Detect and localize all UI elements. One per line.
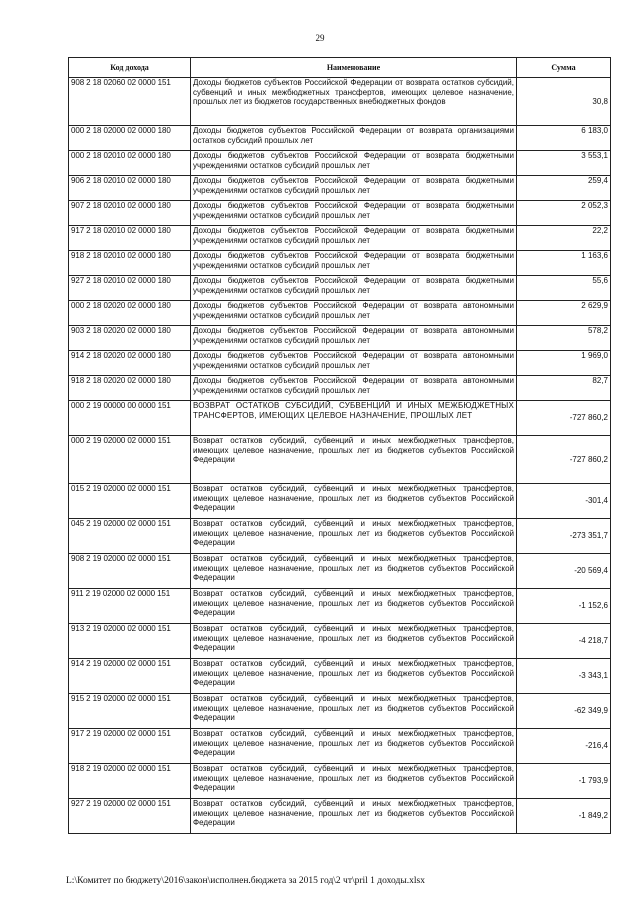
row-sum: -3 343,1 <box>517 659 611 694</box>
table-row <box>69 799 611 834</box>
table-row <box>69 764 611 799</box>
table-row <box>69 176 611 201</box>
row-sum: -727 860,2 <box>517 436 611 484</box>
table-row <box>69 376 611 401</box>
table-row <box>69 301 611 326</box>
row-sum: -62 349,9 <box>517 694 611 729</box>
row-sum: 2 052,3 <box>517 201 611 226</box>
row-code: 927 2 18 02010 02 0000 180 <box>69 276 191 301</box>
row-code: 000 2 18 02020 02 0000 180 <box>69 301 191 326</box>
row-name: Доходы бюджетов субъектов Российской Федерации от возврата бюджетными учреждениями остатков субсидий прошлых лет <box>191 276 517 301</box>
table-row <box>69 276 611 301</box>
row-sum: -216,4 <box>517 729 611 764</box>
row-code: 918 2 18 02020 02 0000 180 <box>69 376 191 401</box>
header-name: Наименование <box>191 58 517 78</box>
row-name: Доходы бюджетов субъектов Российской Федерации от возврата бюджетными учреждениями остатков субсидий прошлых лет <box>191 151 517 176</box>
table-row <box>69 624 611 659</box>
row-name: Возврат остатков субсидий, субвенций и иных межбюджетных трансфертов, имеющих целевое назначение, прошлых лет из бюджетов субъектов Российской Федерации <box>191 554 517 589</box>
row-name: Доходы бюджетов субъектов Российской Федерации от возврата бюджетными учреждениями остатков субсидий прошлых лет <box>191 251 517 276</box>
row-code: 015 2 19 02000 02 0000 151 <box>69 484 191 519</box>
row-code: 908 2 18 02060 02 0000 151 <box>69 78 191 126</box>
table-row <box>69 659 611 694</box>
row-name: Возврат остатков субсидий, субвенций и иных межбюджетных трансфертов, имеющих целевое назначение, прошлых лет из бюджетов субъектов Российской Федерации <box>191 799 517 834</box>
row-code: 927 2 19 02000 02 0000 151 <box>69 799 191 834</box>
row-sum: -1 152,6 <box>517 589 611 624</box>
table-row <box>69 554 611 589</box>
row-sum: -20 569,4 <box>517 554 611 589</box>
table-row <box>69 326 611 351</box>
row-name: Доходы бюджетов субъектов Российской Федерации от возврата бюджетными учреждениями остатков субсидий прошлых лет <box>191 201 517 226</box>
row-name: Доходы бюджетов субъектов Российской Федерации от возврата автономными учреждениями остатков субсидий прошлых лет <box>191 376 517 401</box>
row-code: 000 2 18 02000 02 0000 180 <box>69 126 191 151</box>
row-sum: -727 860,2 <box>517 401 611 436</box>
row-name: Возврат остатков субсидий, субвенций и иных межбюджетных трансфертов, имеющих целевое назначение, прошлых лет из бюджетов субъектов Российской Федерации <box>191 729 517 764</box>
row-sum: -4 218,7 <box>517 624 611 659</box>
table-row <box>69 201 611 226</box>
file-path-footer: L:\Комитет по бюджету\2016\закон\исполнен.бюджета за 2015 год\2 чт\pril 1 доходы.xlsx <box>66 876 425 886</box>
row-code: 903 2 18 02020 02 0000 180 <box>69 326 191 351</box>
page-number: 29 <box>315 33 325 43</box>
table-row <box>69 484 611 519</box>
table-row <box>69 78 611 126</box>
revenue-table <box>68 57 611 834</box>
row-code: 045 2 19 02000 02 0000 151 <box>69 519 191 554</box>
table-row <box>69 729 611 764</box>
table-row <box>69 351 611 376</box>
row-code: 914 2 19 02000 02 0000 151 <box>69 659 191 694</box>
table-row <box>69 126 611 151</box>
header-sum: Сумма <box>517 58 611 78</box>
row-sum: -1 849,2 <box>517 799 611 834</box>
row-name: Доходы бюджетов субъектов Российской Федерации от возврата остатков субсидий, субвенций и иных межбюджетных трансфертов, имеющих целевое назначение, прошлых лет из бюджетов государственных внебюджетных фондов <box>191 78 517 126</box>
table-row <box>69 251 611 276</box>
row-sum: -1 793,9 <box>517 764 611 799</box>
row-sum: 6 183,0 <box>517 126 611 151</box>
row-sum: 2 629,9 <box>517 301 611 326</box>
row-code: 917 2 19 02000 02 0000 151 <box>69 729 191 764</box>
table-header-row <box>69 58 611 78</box>
row-sum: 259,4 <box>517 176 611 201</box>
row-name: Доходы бюджетов субъектов Российской Федерации от возврата автономными учреждениями остатков субсидий прошлых лет <box>191 351 517 376</box>
row-name: Возврат остатков субсидий, субвенций и иных межбюджетных трансфертов, имеющих целевое назначение, прошлых лет из бюджетов субъектов Российской Федерации <box>191 519 517 554</box>
row-name: Доходы бюджетов субъектов Российской Федерации от возврата организациями остатков субсидий прошлых лет <box>191 126 517 151</box>
row-code: 914 2 18 02020 02 0000 180 <box>69 351 191 376</box>
row-code: 918 2 18 02010 02 0000 180 <box>69 251 191 276</box>
table-row <box>69 589 611 624</box>
row-code: 917 2 18 02010 02 0000 180 <box>69 226 191 251</box>
row-sum: 578,2 <box>517 326 611 351</box>
row-code: 911 2 19 02000 02 0000 151 <box>69 589 191 624</box>
table-row <box>69 694 611 729</box>
row-sum: -273 351,7 <box>517 519 611 554</box>
row-code: 907 2 18 02010 02 0000 180 <box>69 201 191 226</box>
row-code: 908 2 19 02000 02 0000 151 <box>69 554 191 589</box>
row-name: Доходы бюджетов субъектов Российской Федерации от возврата бюджетными учреждениями остатков субсидий прошлых лет <box>191 176 517 201</box>
row-name: Возврат остатков субсидий, субвенций и иных межбюджетных трансфертов, имеющих целевое назначение, прошлых лет из бюджетов субъектов Российской Федерации <box>191 436 517 484</box>
row-code: 915 2 19 02000 02 0000 151 <box>69 694 191 729</box>
row-name: Доходы бюджетов субъектов Российской Федерации от возврата автономными учреждениями остатков субсидий прошлых лет <box>191 326 517 351</box>
table-row <box>69 226 611 251</box>
row-code: 906 2 18 02010 02 0000 180 <box>69 176 191 201</box>
row-sum: 30,8 <box>517 78 611 126</box>
table-row <box>69 401 611 436</box>
row-name: Возврат остатков субсидий, субвенций и иных межбюджетных трансфертов, имеющих целевое назначение, прошлых лет из бюджетов субъектов Российской Федерации <box>191 589 517 624</box>
row-code: 000 2 19 02000 02 0000 151 <box>69 436 191 484</box>
row-sum: 1 163,6 <box>517 251 611 276</box>
row-sum: -301,4 <box>517 484 611 519</box>
row-code: 918 2 19 02000 02 0000 151 <box>69 764 191 799</box>
row-code: 000 2 18 02010 02 0000 180 <box>69 151 191 176</box>
row-name: Возврат остатков субсидий, субвенций и иных межбюджетных трансфертов, имеющих целевое назначение, прошлых лет из бюджетов субъектов Российской Федерации <box>191 484 517 519</box>
row-sum: 82,7 <box>517 376 611 401</box>
row-name: Возврат остатков субсидий, субвенций и иных межбюджетных трансфертов, имеющих целевое назначение, прошлых лет из бюджетов субъектов Российской Федерации <box>191 659 517 694</box>
row-sum: 22,2 <box>517 226 611 251</box>
row-name: Доходы бюджетов субъектов Российской Федерации от возврата автономными учреждениями остатков субсидий прошлых лет <box>191 301 517 326</box>
row-sum: 3 553,1 <box>517 151 611 176</box>
row-name: Возврат остатков субсидий, субвенций и иных межбюджетных трансфертов, имеющих целевое назначение, прошлых лет из бюджетов субъектов Российской Федерации <box>191 624 517 659</box>
row-name: ВОЗВРАТ ОСТАТКОВ СУБСИДИЙ, СУБВЕНЦИЙ И ИНЫХ МЕЖБЮДЖЕТНЫХ ТРАНСФЕРТОВ, ИМЕЮЩИХ ЦЕЛЕВОЕ НАЗНАЧЕНИЕ, ПРОШЛЫХ ЛЕТ <box>191 401 517 436</box>
table-row <box>69 436 611 484</box>
row-code: 000 2 19 00000 00 0000 151 <box>69 401 191 436</box>
row-code: 913 2 19 02000 02 0000 151 <box>69 624 191 659</box>
table-row <box>69 519 611 554</box>
row-sum: 55,6 <box>517 276 611 301</box>
row-name: Возврат остатков субсидий, субвенций и иных межбюджетных трансфертов, имеющих целевое назначение, прошлых лет из бюджетов субъектов Российской Федерации <box>191 764 517 799</box>
row-sum: 1 969,0 <box>517 351 611 376</box>
row-name: Возврат остатков субсидий, субвенций и иных межбюджетных трансфертов, имеющих целевое назначение, прошлых лет из бюджетов субъектов Российской Федерации <box>191 694 517 729</box>
table-row <box>69 151 611 176</box>
header-code: Код дохода <box>69 58 191 78</box>
row-name: Доходы бюджетов субъектов Российской Федерации от возврата бюджетными учреждениями остатков субсидий прошлых лет <box>191 226 517 251</box>
